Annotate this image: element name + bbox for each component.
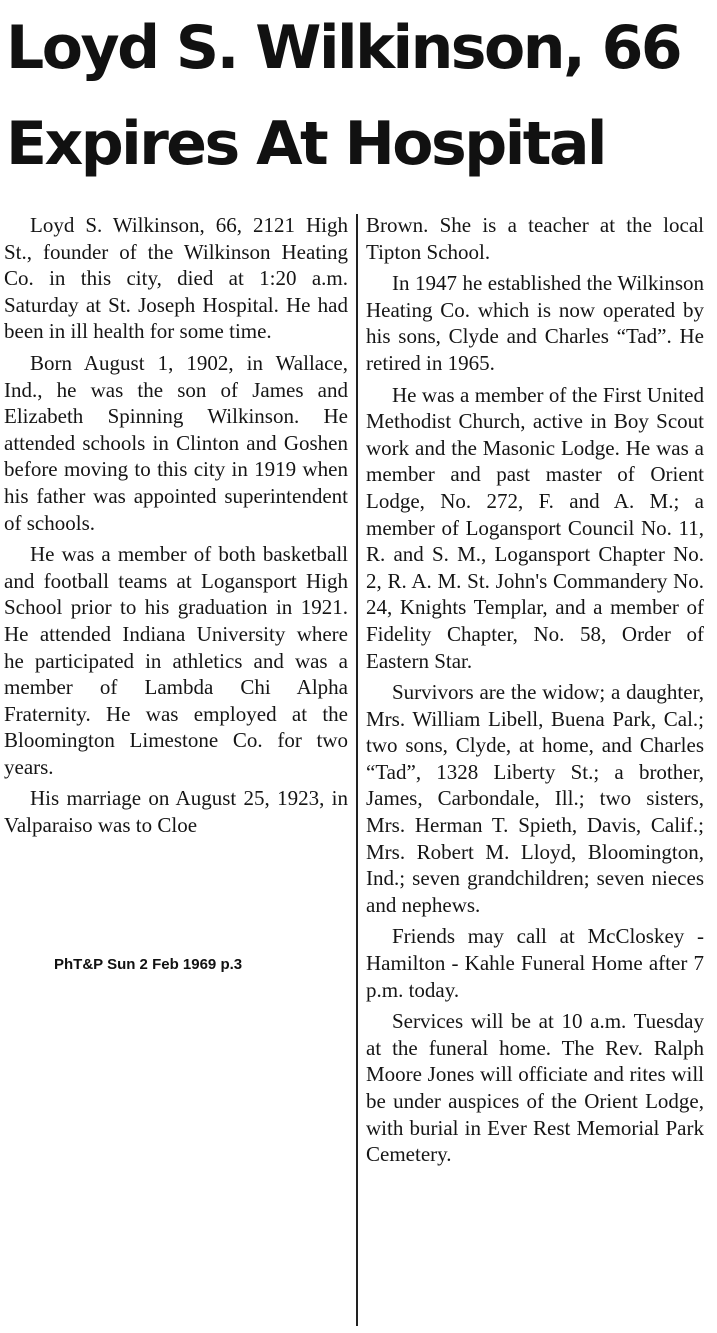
paragraph-education: He was a member of both basketball and football teams at Logansport High School prior to his graduation in 1921. He attended Indiana University where he participated in athletics and was a member of Lambda Chi Alpha Fraternity. He was employed at the Bloomington Limestone Co. for two years. xyxy=(4,542,348,779)
paragraph-birth: Born August 1, 1902, in Wallace, Ind., he was the son of James and Elizabeth Spinning Wilkinson. He attended schools in Clinton and Goshen before moving to this city in 1919 when his father was appointed superintendent of schools. xyxy=(4,350,348,535)
paragraph-business: In 1947 he established the Wilkinson Heating Co. which is now operated by his sons, Clyde and Charles “Tad”. He retired in 1965. xyxy=(366,271,704,375)
column-divider xyxy=(356,214,358,1326)
source-caption: PhT&P Sun 2 Feb 1969 p.3 xyxy=(54,956,243,973)
headline-line-2: Expires At Hospital xyxy=(6,109,605,179)
paragraph-marriage: His marriage on August 25, 1923, in Valparaiso was to Cloe xyxy=(4,786,348,838)
paragraph-visitation: Friends may call at McCloskey - Hamilton - Kahle Funeral Home after 7 p.m. today. xyxy=(366,924,704,1002)
left-column xyxy=(4,212,348,844)
headline-line-1: Loyd S. Wilkinson, 66 xyxy=(6,13,681,83)
right-column xyxy=(366,212,704,1173)
paragraph-death: Loyd S. Wilkinson, 66, 2121 High St., founder of the Wilkinson Heating Co. in this city, died at 1:20 a.m. Saturday at St. Joseph Hospital. He had been in ill health for some time. xyxy=(4,213,348,344)
paragraph-services: Services will be at 10 a.m. Tuesday at the funeral home. The Rev. Ralph Moore Jones will officiate and rites will be under auspices of the Orient Lodge, with burial in Ever Rest Memorial Park Cemetery. xyxy=(366,1009,704,1167)
paragraph-marriage-continued: Brown. She is a teacher at the local Tipton School. xyxy=(366,213,704,264)
paragraph-memberships: He was a member of the First United Methodist Church, active in Boy Scout work and the Masonic Lodge. He was a member and past master of Orient Lodge, No. 272, F. and A. M.; a member of Logansport Council No. 11, R. and S. M., Logansport Chapter No. 2, R. A. M. St. John's Commandery No. 24, Knights Templar, and a member of Fidelity Chapter, No. 58, Order of Eastern Star. xyxy=(366,382,704,673)
paragraph-survivors: Survivors are the widow; a daughter, Mrs. William Libell, Buena Park, Cal.; two sons, Clyde, at home, and Charles “Tad”, 1328 Liberty St.; a brother, James, Carbondale, Ill.; two sisters, Mrs. Herman T. Spieth, Davis, Calif.; Mrs. Robert M. Lloyd, Bloomington, Ind.; seven grandchildren; seven nieces and nephews. xyxy=(366,680,704,917)
headline xyxy=(6,0,711,192)
